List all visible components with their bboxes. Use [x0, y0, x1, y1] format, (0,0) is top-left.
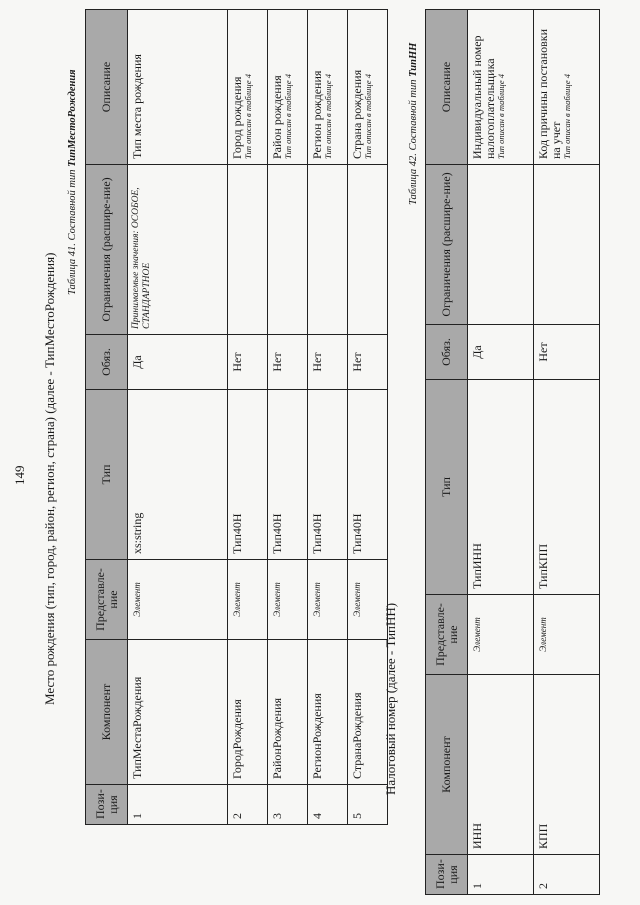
cell-type: Тип40Н — [228, 390, 268, 560]
cell-description: Тип места рождения — [128, 10, 228, 165]
cell-component: ТипМестаРождения — [128, 640, 228, 785]
table-row — [534, 10, 600, 895]
cell-required: Нет — [534, 325, 600, 380]
table-row — [468, 10, 534, 895]
header-type: Тип — [86, 390, 128, 560]
table-header-row — [86, 10, 128, 825]
table-birthplace-type — [85, 9, 388, 825]
header-type: Тип — [426, 380, 468, 595]
cell-component: СтранаРождения — [348, 640, 388, 785]
cell-component: РегионРождения — [308, 640, 348, 785]
header-restrictions: Ограничения (расшире-ние) — [426, 165, 468, 325]
cell-restrictions — [128, 165, 228, 335]
cell-component: РайонРождения — [268, 640, 308, 785]
table-row — [308, 10, 348, 825]
description-note: Тип описан в таблице 4 — [243, 74, 253, 159]
cell-required: Нет — [228, 335, 268, 390]
section-heading-tax-number: Налоговый номер (далее - ТипНН) — [383, 602, 398, 795]
header-component: Компонент — [426, 675, 468, 855]
cell-description — [348, 10, 388, 165]
cell-restrictions — [348, 165, 388, 335]
cell-type: ТипКПП — [534, 380, 600, 595]
cell-position: 5 — [348, 785, 388, 825]
cell-required: Нет — [268, 335, 308, 390]
description-note: Тип описан в таблице 4 — [562, 74, 572, 159]
description-text: Район рождения — [270, 75, 284, 159]
cell-position: 2 — [534, 855, 600, 895]
cell-position: 1 — [468, 855, 534, 895]
cell-representation: Элемент — [128, 560, 228, 640]
cell-representation: Элемент — [268, 560, 308, 640]
cell-representation: Элемент — [228, 560, 268, 640]
cell-description — [534, 10, 600, 165]
cell-required: Нет — [348, 335, 388, 390]
cell-type: ТипИНН — [468, 380, 534, 595]
cell-position: 3 — [268, 785, 308, 825]
page-number: 149 — [12, 465, 27, 485]
cell-representation: Элемент — [468, 595, 534, 675]
cell-representation: Элемент — [534, 595, 600, 675]
header-position: Пози-ция — [426, 855, 468, 895]
cell-description — [308, 10, 348, 165]
description-text: Код причины постановки на учет — [536, 28, 563, 159]
header-description: Описание — [86, 10, 128, 165]
cell-representation: Элемент — [308, 560, 348, 640]
cell-component: ИНН — [468, 675, 534, 855]
header-required: Обяз. — [426, 325, 468, 380]
description-note: Тип описан в таблице 4 — [323, 74, 333, 159]
restriction-values: Принимаемые значения: ОСОБОЕ, СТАНДАРТНОЕ — [131, 187, 152, 329]
header-representation: Представле-ние — [86, 560, 128, 640]
cell-restrictions — [468, 165, 534, 325]
cell-type: Тип40Н — [308, 390, 348, 560]
section-heading-birthplace: Место рождения (тип, город, район, регион, страна) (далее - ТипМестоРождения) — [42, 252, 57, 705]
table-tax-number-type — [425, 9, 600, 895]
header-description: Описание — [426, 10, 468, 165]
cell-representation: Элемент — [348, 560, 388, 640]
table41-caption: Таблица 41. Составной тип ТипМестоРождения — [67, 69, 78, 295]
description-note: Тип описан в таблице 4 — [283, 74, 293, 159]
description-text: Регион рождения — [310, 70, 324, 159]
header-required: Обяз. — [86, 335, 128, 390]
header-representation: Представле-ние — [426, 595, 468, 675]
description-note: Тип описан в таблице 4 — [363, 74, 373, 159]
cell-type: xs:string — [128, 390, 228, 560]
description-text: Город рождения — [230, 76, 244, 159]
header-restrictions: Ограничения (расшире-ние) — [86, 165, 128, 335]
cell-description — [268, 10, 308, 165]
cell-restrictions — [228, 165, 268, 335]
cell-type: Тип40Н — [268, 390, 308, 560]
table-row — [348, 10, 388, 825]
description-text: Страна рождения — [350, 69, 364, 159]
cell-component: ГородРождения — [228, 640, 268, 785]
cell-position: 2 — [228, 785, 268, 825]
cell-component: КПП — [534, 675, 600, 855]
table-header-row — [426, 10, 468, 895]
cell-restrictions — [308, 165, 348, 335]
cell-position: 1 — [128, 785, 228, 825]
cell-position: 4 — [308, 785, 348, 825]
cell-type: Тип40Н — [348, 390, 388, 560]
table-row — [228, 10, 268, 825]
cell-restrictions — [534, 165, 600, 325]
table-row — [268, 10, 308, 825]
table42-caption: Таблица 42. Составной тип ТипНН — [408, 42, 419, 205]
header-component: Компонент — [86, 640, 128, 785]
cell-description — [468, 10, 534, 165]
table-row — [128, 10, 228, 825]
cell-required: Да — [468, 325, 534, 380]
cell-required: Нет — [308, 335, 348, 390]
header-position: Пози-ция — [86, 785, 128, 825]
description-text: Индивидуальный номер налогоплательщика — [470, 35, 497, 159]
cell-required: Да — [128, 335, 228, 390]
description-note: Тип описан в таблице 4 — [496, 74, 506, 159]
cell-restrictions — [268, 165, 308, 335]
cell-description — [228, 10, 268, 165]
